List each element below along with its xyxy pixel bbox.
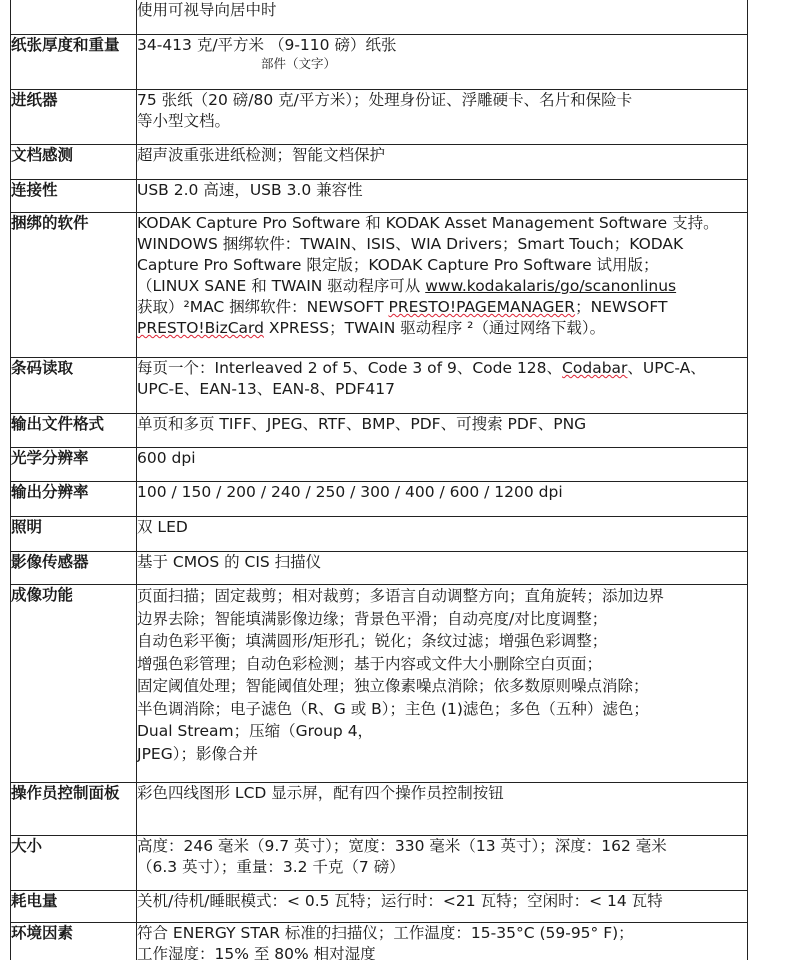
row-label: 大小 xyxy=(11,836,137,891)
spec-row-document-sensing xyxy=(11,145,748,180)
row-value: KODAK Capture Pro Software 和 KODAK Asset Management Software 支持。 WINDOWS 捆绑软件：TWAIN、ISIS、WIA Drivers；Smart Touch；KODAK Capture Pro Software 限定版；KODAK Capture Pro Software 试用版； （LINUX SANE 和 TWAIN 驱动程序可从 www.kodakalaris/go/scanonlinus 获取）²MAC 捆绑软件：NEWSOFT PRESTO!PAGEMANAGER；NEWSOFT PRESTO!BizCard XPRESS；TWAIN 驱动程序 ²（通过网络下载）。 xyxy=(137,213,748,358)
spec-row-illumination xyxy=(11,517,748,552)
row-label: 连接性 xyxy=(11,180,137,213)
row-label: 环境因素 xyxy=(11,923,137,960)
row-value: USB 2.0 高速，USB 3.0 兼容性 xyxy=(137,180,748,213)
spec-row-image-sensor xyxy=(11,552,748,585)
row-value: 100 / 150 / 200 / 240 / 250 / 300 / 400 / 600 / 1200 dpi xyxy=(137,482,748,517)
spec-row-size xyxy=(11,836,748,891)
row-value: 高度：246 毫米（9.7 英寸）；宽度：330 毫米（13 英寸）；深度：162 毫米 （6.3 英寸）；重量：3.2 千克（7 磅） xyxy=(137,836,748,891)
spec-row-environment xyxy=(11,923,748,960)
row-value: 符合 ENERGY STAR 标准的扫描仪；工作温度：15-35°C (59-95° F)； 工作湿度：15% 至 80% 相对湿度 xyxy=(137,923,748,960)
row-value: 双 LED xyxy=(137,517,748,552)
row-value: 600 dpi xyxy=(137,448,748,482)
row-value: 34-413 克/平方米 （9-110 磅）纸张 部件（文字） xyxy=(137,35,748,90)
row-value: 基于 CMOS 的 CIS 扫描仪 xyxy=(137,552,748,585)
spec-row-paper-thickness xyxy=(11,35,748,90)
row-label: 操作员控制面板 xyxy=(11,783,137,836)
row-label: 输出文件格式 xyxy=(11,414,137,448)
row-label: 纸张厚度和重量 xyxy=(11,35,137,90)
spec-row-output-formats xyxy=(11,414,748,448)
parts-caption: 部件（文字） xyxy=(261,56,337,71)
row-value: 彩色四线图形 LCD 显示屏，配有四个操作员控制按钮 xyxy=(137,783,748,836)
row-label: 影像传感器 xyxy=(11,552,137,585)
spec-row-power xyxy=(11,891,748,923)
spec-row-bundled-software xyxy=(11,213,748,358)
row-label: 文档感测 xyxy=(11,145,137,180)
row-label xyxy=(11,0,137,35)
spec-row-operator-panel xyxy=(11,783,748,836)
spec-table xyxy=(10,0,748,960)
row-value: 75 张纸（20 磅/80 克/平方米）；处理身份证、浮雕硬卡、名片和保险卡 等小型文档。 xyxy=(137,90,748,145)
row-value: 超声波重张进纸检测；智能文档保护 xyxy=(137,145,748,180)
row-value: 单页和多页 TIFF、JPEG、RTF、BMP、PDF、可搜索 PDF、PNG xyxy=(137,414,748,448)
spec-row-optical-resolution xyxy=(11,448,748,482)
scanonlinus-link[interactable]: www.kodakalaris/go/scanonlinus xyxy=(425,277,677,295)
spec-row-paper-guide xyxy=(11,0,748,35)
row-label: 进纸器 xyxy=(11,90,137,145)
spec-row-output-resolution xyxy=(11,482,748,517)
row-label: 照明 xyxy=(11,517,137,552)
row-label: 光学分辨率 xyxy=(11,448,137,482)
spec-row-connectivity xyxy=(11,180,748,213)
spec-row-barcode xyxy=(11,358,748,414)
row-label: 耗电量 xyxy=(11,891,137,923)
spec-row-feeder xyxy=(11,90,748,145)
row-value: 每页一个：Interleaved 2 of 5、Code 3 of 9、Code 128、Codabar、UPC-A、 UPC-E、EAN-13、EAN-8、PDF417 xyxy=(137,358,748,414)
row-label: 输出分辨率 xyxy=(11,482,137,517)
row-label: 成像功能 xyxy=(11,585,137,783)
spec-row-imaging-features xyxy=(11,585,748,783)
row-value: 使用可视导向居中时 xyxy=(137,0,748,35)
row-value: 关机/待机/睡眠模式：< 0.5 瓦特；运行时：<21 瓦特；空闲时：< 14 瓦特 xyxy=(137,891,748,923)
row-label: 捆绑的软件 xyxy=(11,213,137,358)
row-value: 页面扫描；固定裁剪；相对裁剪；多语言自动调整方向；直角旋转；添加边界 边界去除；智能填满影像边缘；背景色平滑；自动亮度/对比度调整； 自动色彩平衡；填满圆形/矩形孔；锐化；条纹过滤；增强色彩调整； 增强色彩管理；自动色彩检测；基于内容或文件大小删除空白页面； 固定阈值处理；智能阈值处理；独立像素噪点消除；依多数原则噪点消除； 半色调消除；电子滤色（R、G 或 B）；主色 (1)滤色；多色（五种）滤色； Dual Stream；压缩（Group 4， JPEG）；影像合并 xyxy=(137,585,748,783)
row-label: 条码读取 xyxy=(11,358,137,414)
